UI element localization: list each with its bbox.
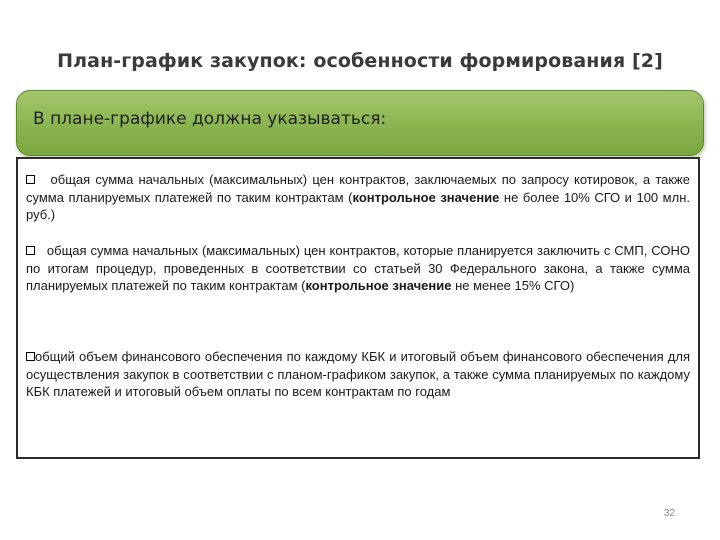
item-text-end: не менее 15% СГО)	[451, 278, 575, 294]
item-bold-text: контрольное значение	[305, 278, 452, 294]
item-text: общая сумма начальных (максимальных) цен контрактов, которые планируется заключить с СМП, СОНО по итогам процедур, проведенных в соответствии со статьей 30 Федерального закона, а также сумма планируемых платежей по таким контрактам (	[26, 243, 691, 294]
item-text: общий объем финансового обеспечения по каждому КБК и итоговый объем финансового обеспечения для осуществления закупок в соответствии с планом-графиком закупок, а также сумма планируемых по каждому КБК платежей и итоговый объем оплаты по всем контрактам по годам	[26, 349, 690, 400]
list-item	[26, 348, 690, 401]
content-box	[16, 157, 700, 459]
checkbox-bullet-icon	[26, 246, 35, 255]
item-text: общая сумма начальных (максимальных) цен контрактов, заключаемых по запросу котировок, а также сумма планируемых платежей по таким контрактам (	[26, 172, 690, 205]
banner-text: В плане-графике должна указываться:	[33, 109, 387, 129]
section-banner	[16, 90, 704, 156]
list-item	[26, 171, 690, 224]
page-number: 32	[664, 508, 676, 519]
checkbox-bullet-icon	[26, 352, 35, 361]
item-text-end: не более 10% СГО и 100 млн. руб.)	[26, 189, 690, 223]
checkbox-bullet-icon	[26, 175, 35, 184]
slide-title: План-график закупок: особенности формирования [2]	[57, 50, 663, 72]
list-item	[26, 242, 690, 295]
item-bold-text: контрольное значение	[352, 189, 500, 205]
